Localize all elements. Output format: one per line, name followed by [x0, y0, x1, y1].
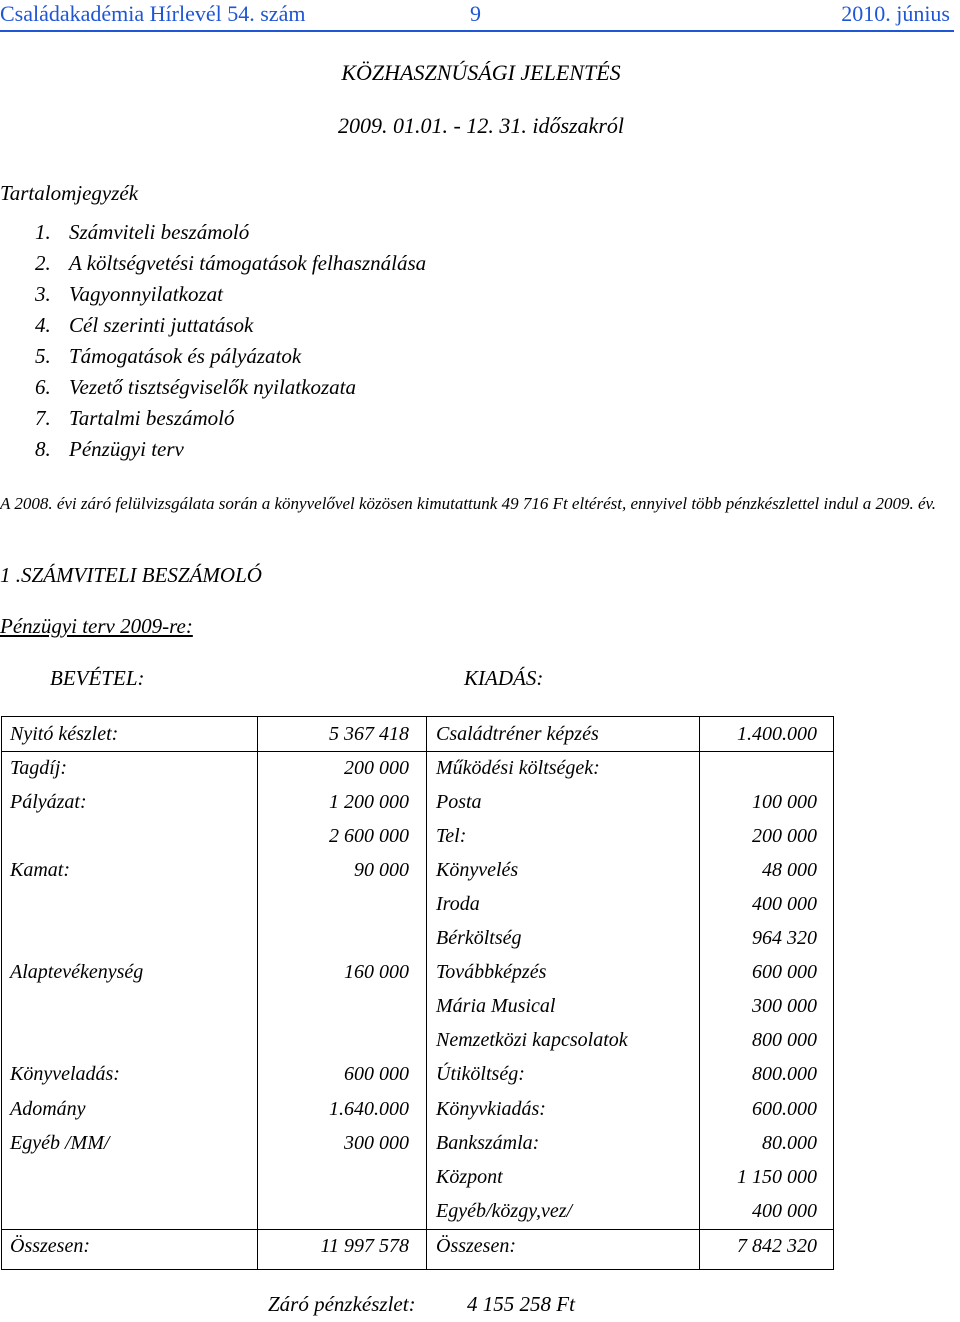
income-label: Könyveladás:: [10, 1063, 120, 1085]
expense-label: Bankszámla:: [436, 1132, 540, 1154]
section-heading: 1 .SZÁMVITELI BESZÁMOLÓ: [0, 563, 262, 587]
expense-amount: 600.000: [752, 1098, 817, 1120]
page-number: 9: [470, 1, 481, 26]
expense-amount: 400 000: [752, 893, 817, 915]
expense-label: Családtréner képzés: [436, 723, 599, 745]
expense-amount: 300 000: [752, 995, 817, 1017]
income-amount: 11 997 578: [320, 1235, 409, 1257]
column-divider: [257, 717, 258, 1269]
expense-label: Útiköltség:: [436, 1063, 525, 1085]
expense-label: Központ: [436, 1166, 503, 1188]
report-title: KÖZHASZNÚSÁGI JELENTÉS: [341, 60, 621, 85]
newsletter-title: Családakadémia Hírlevél 54. szám: [0, 1, 306, 26]
toc-item: 4. Cél szerinti juttatások: [35, 313, 254, 337]
budget-table: [1, 716, 834, 1270]
toc-item: 6. Vezető tisztségviselők nyilatkozata: [35, 375, 356, 399]
audit-note: A 2008. évi záró felülvizsgálata során a könyvelővel közösen kimutattunk 49 716 Ft eltérést, ennyivel több pénzkészlettel indul a 2009. év.: [0, 494, 937, 513]
financial-plan-heading: Pénzügyi terv 2009-re:: [0, 614, 193, 638]
toc-item: 1. Számviteli beszámoló: [35, 220, 250, 244]
toc-item: 8. Pénzügyi terv: [35, 437, 184, 461]
income-label: Egyéb /MM/: [10, 1132, 110, 1154]
expense-amount: 800 000: [752, 1029, 817, 1051]
expense-amount: 600 000: [752, 961, 817, 983]
expense-amount: 1 150 000: [737, 1166, 817, 1188]
expense-label: Iroda: [436, 893, 480, 915]
row-divider: [2, 1229, 833, 1230]
expense-label: Összesen:: [436, 1235, 516, 1257]
expense-header: KIADÁS:: [464, 666, 544, 690]
expense-amount: 1.400.000: [737, 723, 817, 745]
expense-label: Mária Musical: [436, 995, 556, 1017]
toc-item: 2. A költségvetési támogatások felhasználása: [35, 251, 427, 275]
expense-label: Posta: [436, 791, 482, 813]
income-amount: 1 200 000: [329, 791, 409, 813]
expense-amount: 964 320: [752, 927, 817, 949]
expense-label: Egyéb/közgy,vez/: [436, 1200, 573, 1222]
toc-item: 3. Vagyonnyilatkozat: [35, 282, 223, 306]
expense-amount: 800.000: [752, 1063, 817, 1085]
table-of-contents: [35, 217, 426, 465]
expense-label: Továbbképzés: [436, 961, 547, 983]
newsletter-header: [0, 0, 954, 32]
expense-label: Könyvelés: [436, 859, 519, 881]
expense-amount: 200 000: [752, 825, 817, 847]
income-amount: 2 600 000: [329, 825, 409, 847]
issue-date: 2010. június: [841, 1, 950, 26]
income-amount: 160 000: [344, 961, 409, 983]
expense-amount: 80.000: [762, 1132, 817, 1154]
row-divider: [2, 751, 833, 752]
expense-label: Működési költségek:: [436, 757, 600, 779]
expense-amount: 7 842 320: [737, 1235, 817, 1257]
closing-balance-label: Záró pénzkészlet:: [268, 1292, 416, 1316]
income-label: Adomány: [10, 1098, 86, 1120]
income-amount: 5 367 418: [329, 723, 409, 745]
expense-amount: 400 000: [752, 1200, 817, 1222]
toc-item: 7. Tartalmi beszámoló: [35, 406, 235, 430]
income-label: Nyitó készlet:: [10, 723, 119, 745]
toc-title: Tartalomjegyzék: [0, 181, 139, 205]
income-label: Kamat:: [10, 859, 70, 881]
income-amount: 1.640.000: [329, 1098, 409, 1120]
report-period: 2009. 01.01. - 12. 31. időszakról: [338, 113, 624, 138]
expense-label: Nemzetközi kapcsolatok: [436, 1029, 628, 1051]
income-label: Tagdíj:: [10, 757, 68, 779]
income-header: BEVÉTEL:: [50, 666, 145, 690]
income-label: Összesen:: [10, 1235, 90, 1257]
expense-label: Bérköltség: [436, 927, 522, 949]
expense-label: Könyvkiadás:: [436, 1098, 546, 1120]
expense-amount: 48 000: [762, 859, 817, 881]
column-divider: [699, 717, 700, 1269]
toc-item: 5. Támogatások és pályázatok: [35, 344, 302, 368]
income-amount: 200 000: [344, 757, 409, 779]
column-divider: [426, 717, 427, 1269]
income-amount: 90 000: [354, 859, 409, 881]
income-amount: 300 000: [344, 1132, 409, 1154]
expense-amount: 100 000: [752, 791, 817, 813]
income-amount: 600 000: [344, 1063, 409, 1085]
expense-label: Tel:: [436, 825, 467, 847]
income-label: Alaptevékenység: [10, 961, 144, 983]
income-label: Pályázat:: [10, 791, 87, 813]
closing-balance-value: 4 155 258 Ft: [467, 1292, 575, 1316]
